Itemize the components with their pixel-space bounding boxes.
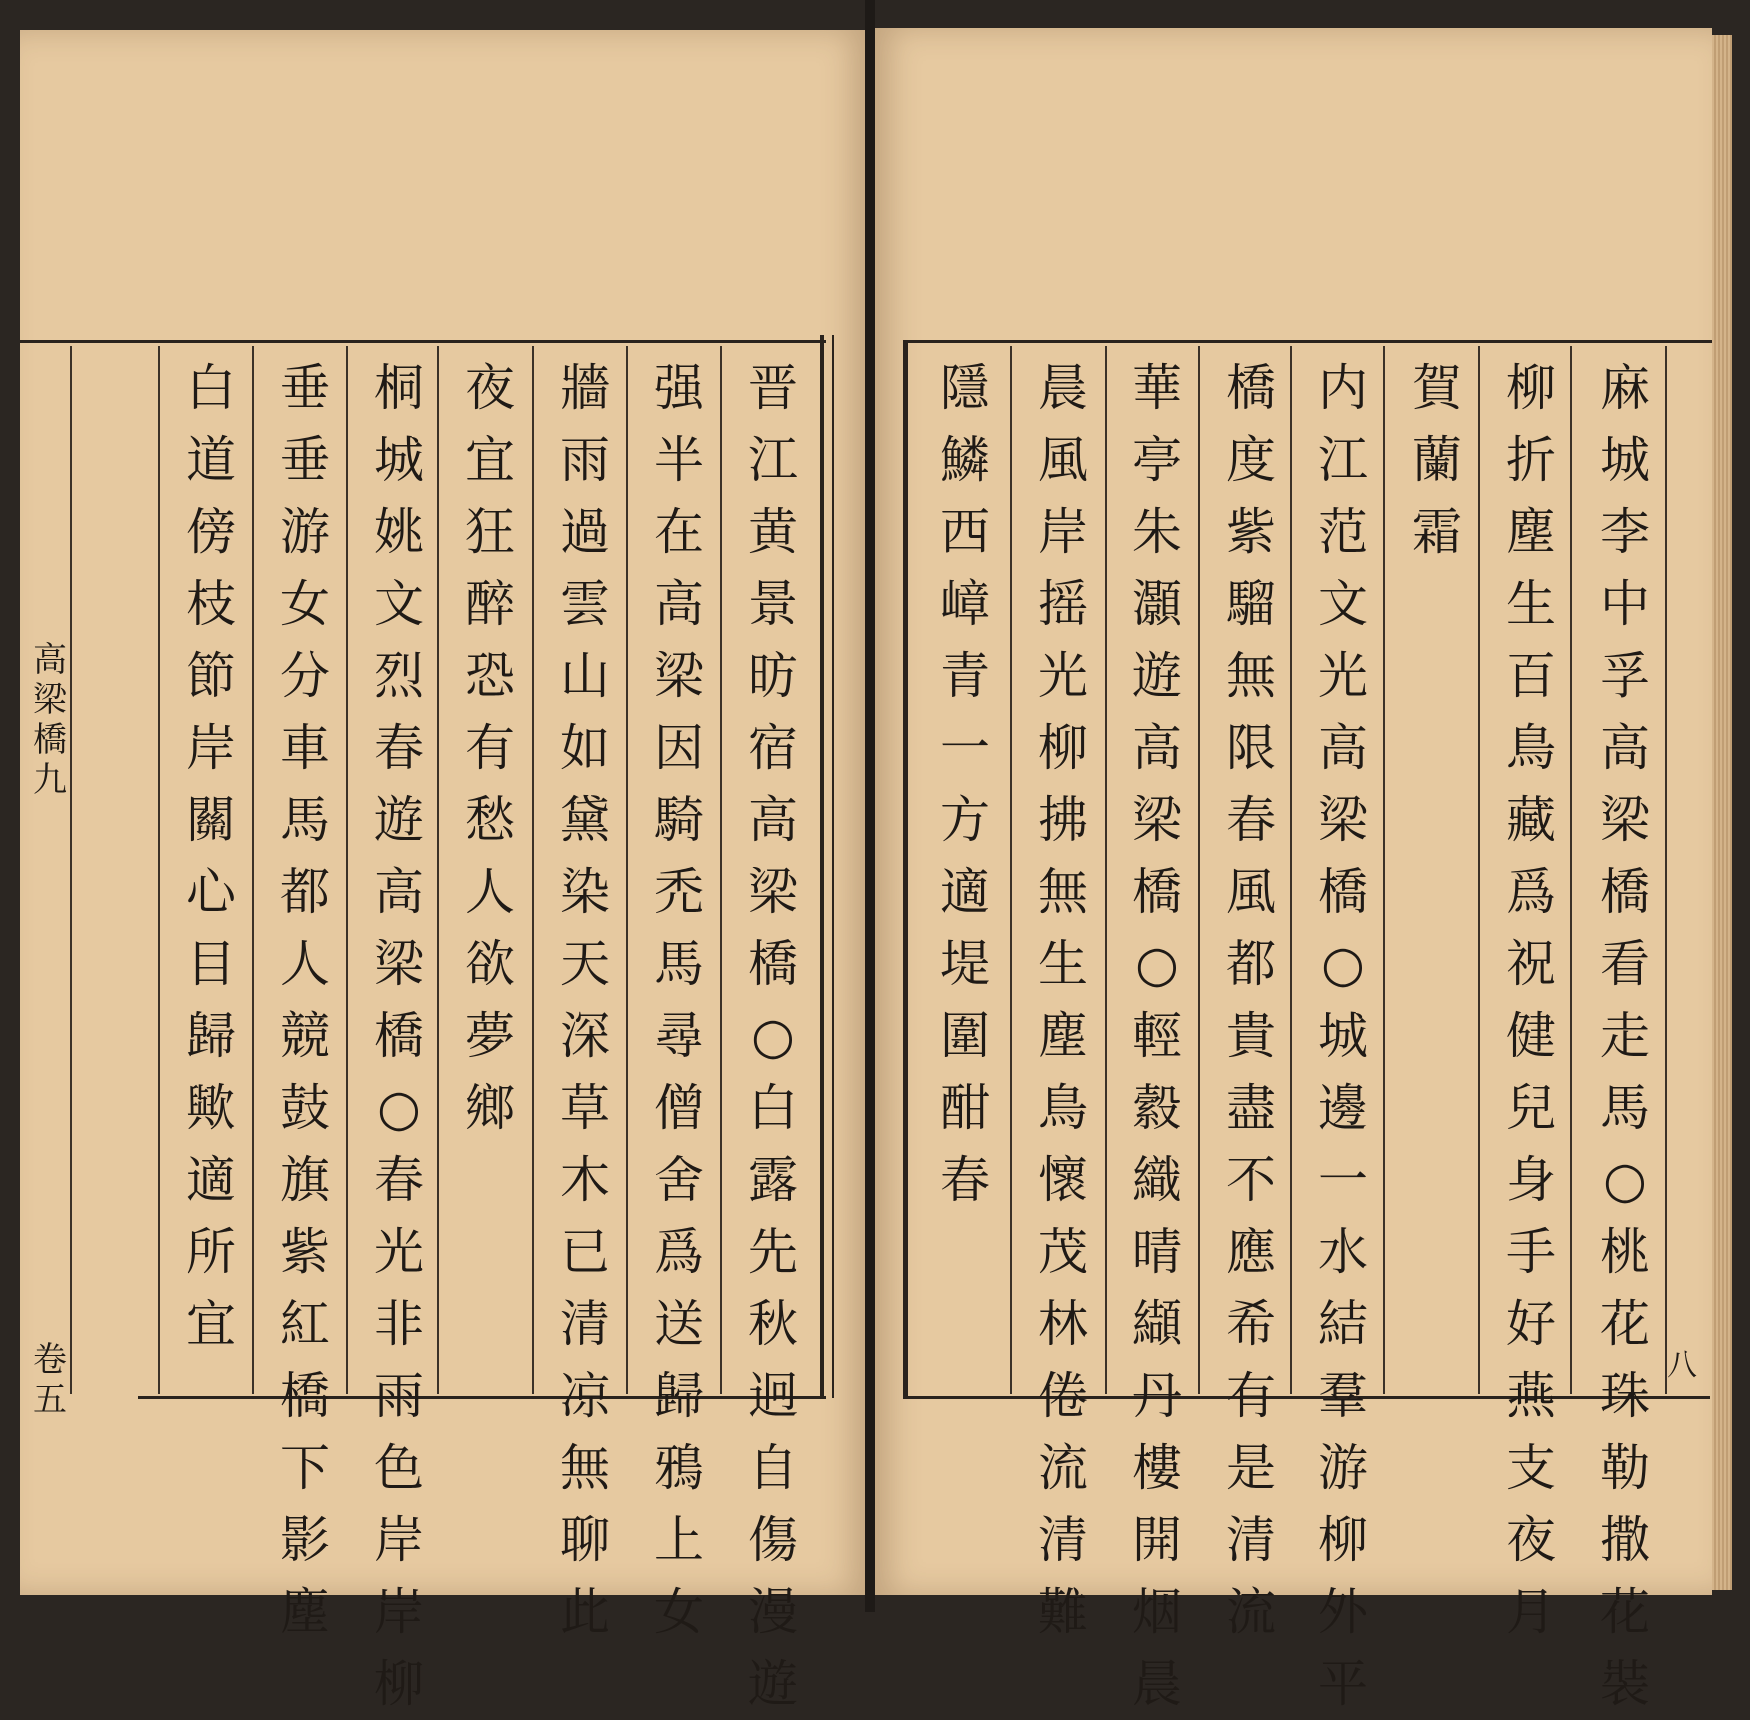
- column-rule: [1010, 346, 1012, 1394]
- text-column-right-2: 柳 折 塵 生 百 鳥 藏 爲 祝 健 兒 身 手 好 燕 支 夜 月: [1506, 359, 1556, 1641]
- text-column-left-7: 白 道 傍 枝 節 岸 關 心 目 歸 歟 適 所 宜: [186, 359, 236, 1353]
- text-column-right-5: 橋 度 紫 騮 無 限 春 風 都 貴 盡 不 應 希 有 是 清 流: [1226, 359, 1276, 1641]
- left-top-rule: [20, 340, 140, 343]
- text-column-left-5: 桐 城 姚 文 烈 春 遊 高 梁 橋 ○ 春 光 非 雨 色 岸 岸 柳: [374, 359, 424, 1713]
- column-rule: [70, 346, 72, 1394]
- text-column-right-3: 賀 蘭 霜: [1412, 359, 1462, 561]
- text-column-right-8: 隱 鱗 西 嶂 青 一 方 適 堤 圍 酣 春: [940, 359, 990, 1209]
- text-column-left-4: 夜 宜 狂 醉 恐 有 愁 人 欲 夢 鄉: [465, 359, 515, 1137]
- column-rule: [626, 346, 628, 1394]
- column-rule: [1383, 346, 1385, 1394]
- column-rule: [437, 346, 439, 1394]
- column-rule: [158, 346, 160, 1394]
- page-edges: [1712, 35, 1732, 1590]
- column-rule: [1198, 346, 1200, 1394]
- text-column-right-1: 麻 城 李 中 孚 高 梁 橋 看 走 馬 ○ 桃 花 珠 勒 撒 花 裝: [1600, 359, 1650, 1713]
- page-number: 八: [1667, 1348, 1697, 1383]
- text-column-left-1: 晋 江 黄 景 昉 宿 高 梁 橋 ○ 白 露 先 秋 迥 自 傷 漫 遊: [748, 359, 798, 1713]
- column-rule: [720, 346, 722, 1394]
- text-column-right-7: 晨 風 岸 摇 光 柳 拂 無 生 塵 鳥 懷 茂 林 倦 流 清 難: [1038, 359, 1088, 1641]
- text-column-left-6: 垂 垂 游 女 分 車 馬 都 人 競 鼓 旗 紫 紅 橋 下 影 塵: [280, 359, 330, 1641]
- column-rule: [532, 346, 534, 1394]
- margin-title: 高 梁 橋 九: [33, 640, 67, 800]
- column-rule: [1105, 346, 1107, 1394]
- column-rule: [346, 346, 348, 1394]
- column-rule: [1478, 346, 1480, 1394]
- column-rule: [1665, 346, 1667, 1394]
- column-rule: [1570, 346, 1572, 1394]
- book-gutter: [865, 0, 875, 1612]
- text-column-right-6: 華 亭 朱 灝 遊 高 梁 橋 ○ 輕 縠 織 晴 纈 丹 樓 開 烟 晨: [1132, 359, 1182, 1713]
- column-rule: [1290, 346, 1292, 1394]
- text-column-right-4: 内 江 范 文 光 高 梁 橋 ○ 城 邊 一 水 結 羣 游 柳 外 平: [1318, 359, 1368, 1713]
- right-text-frame: [903, 340, 1710, 1399]
- margin-volume: 卷 五: [33, 1340, 67, 1420]
- text-column-left-2: 强 半 在 高 梁 因 騎 禿 馬 尋 僧 舍 爲 送 歸 鴉 上 女: [654, 359, 704, 1641]
- column-rule: [252, 346, 254, 1394]
- text-column-left-3: 牆 雨 過 雲 山 如 黛 染 天 深 草 木 已 清 凉 無 聊 此: [560, 359, 610, 1641]
